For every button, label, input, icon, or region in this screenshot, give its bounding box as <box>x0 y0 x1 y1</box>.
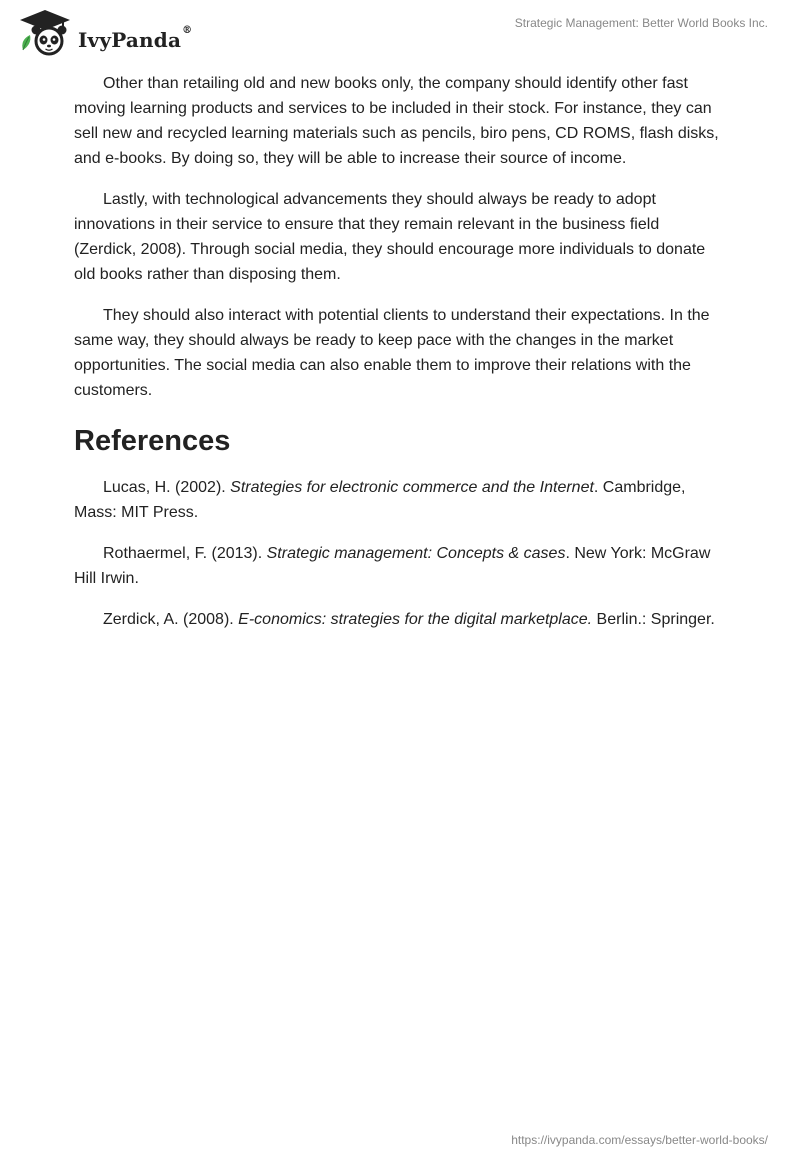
reference-title: E-conomics: strategies for the digital marketplace. <box>238 611 593 628</box>
reference-publisher: . New York: McGraw Hill Irwin. <box>74 545 711 587</box>
reference-publisher: . Cambridge, Mass: MIT Press. <box>74 479 686 521</box>
body-paragraph: They should also interact with potential clients to understand their expectations. In the same way, they should always be ready to keep pace with the changes in the market opportunities. The social media can also enable them to improve their relations with the customers. <box>74 307 710 399</box>
reference-author: Rothaermel, F. (2013). <box>103 545 267 562</box>
reference-publisher: Berlin.: Springer. <box>592 611 715 628</box>
brand-name: IvyPanda® <box>78 25 193 52</box>
reference-title: Strategic management: Concepts & cases <box>266 545 566 562</box>
document-body <box>74 71 724 648</box>
reference-entry <box>74 541 724 591</box>
page-header <box>0 0 800 64</box>
reference-entry <box>74 475 724 525</box>
reference-entry <box>74 607 724 632</box>
brand-logo[interactable] <box>16 8 196 56</box>
document-title: Strategic Management: Better World Books Inc. <box>514 16 768 30</box>
body-paragraph: Other than retailing old and new books only, the company should identify other fast moving learning products and services to be included in their stock. For instance, they can sell new and recycled learning materials such as pencils, biro pens, CD ROMS, flash disks, and e-books. By doing so, they will be able to increase their source of income. <box>74 75 719 167</box>
reference-author: Zerdick, A. (2008). <box>103 611 239 628</box>
registered-mark: ® <box>182 25 193 36</box>
source-url-link[interactable]: https://ivypanda.com/essays/better-world-books/ <box>511 1133 768 1147</box>
body-paragraph: Lastly, with technological advancements they should always be ready to adopt innovations in their service to ensure that they remain relevant in the business field (Zerdick, 2008). Through social media, they should encourage more individuals to donate old books rather than disposing them. <box>74 191 706 283</box>
reference-title: Strategies for electronic commerce and the Internet <box>230 479 594 496</box>
references-heading: References <box>74 425 231 457</box>
reference-author: Lucas, H. (2002). <box>103 479 231 496</box>
panda-graduation-cap-icon <box>16 8 74 56</box>
